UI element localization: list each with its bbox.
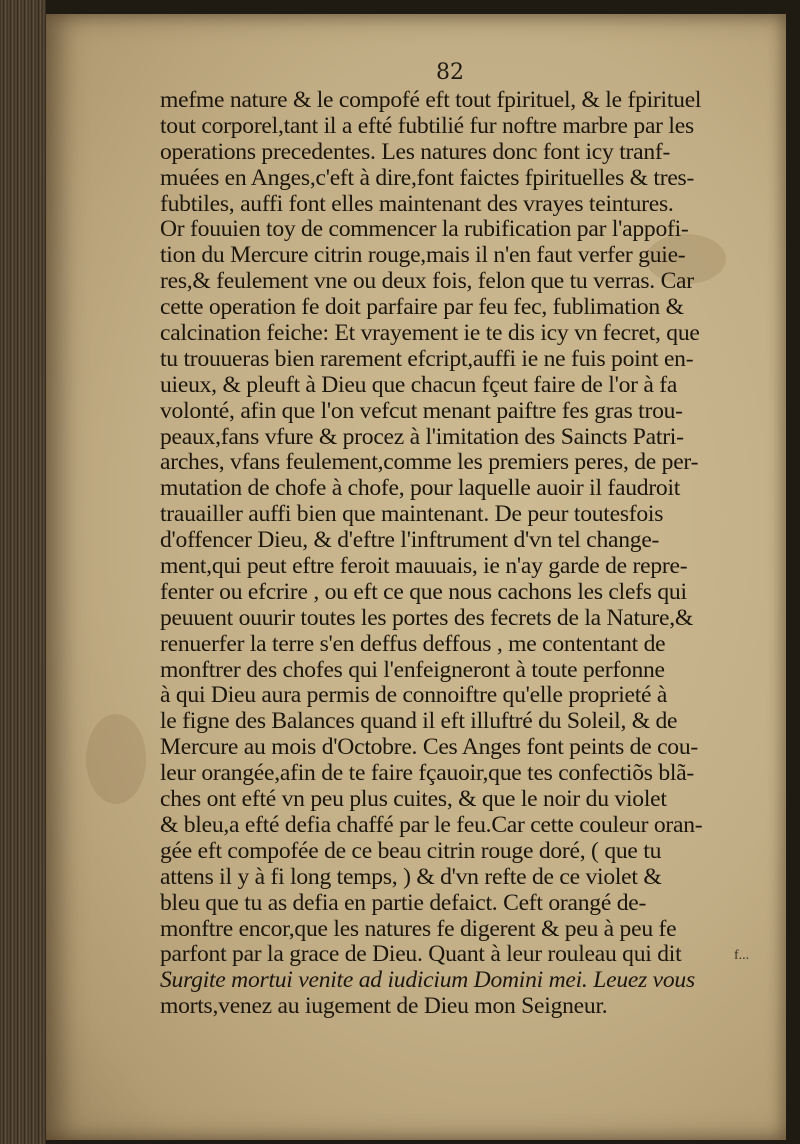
text-line: mefme nature & le compofé eft tout fpirituel, & le fpirituel <box>160 87 702 113</box>
text-line: ment,qui peut eftre feroit mauuais, ie n'ay garde de repre- <box>160 553 688 580</box>
text-line: tu trouueras bien rarement efcript,auffi ie ne fuis point en- <box>160 345 694 372</box>
text-line: tion du Mercure citrin rouge,mais il n'en faut verfer guie- <box>160 242 686 269</box>
text-line: mutation de chofe à chofe, pour laquelle auoir il faudroit <box>160 475 681 502</box>
text-line: res,& feulement vne ou deux fois, felon que tu verras. Car <box>160 268 694 295</box>
text-line: arches, vfans feulement,comme les premiers peres, de per- <box>160 449 699 476</box>
page-number: 82 <box>436 60 464 85</box>
paper-stain <box>86 714 146 804</box>
text-line: peaux,fans vfure & procez à l'imitation des Saincts Patri- <box>160 423 684 450</box>
text-line: tout corporel,tant il a efté fubtilié fur noftre marbre par les <box>160 112 694 139</box>
text-line: & bleu,a efté defia chaffé par le feu.Car cette couleur oran- <box>160 811 703 838</box>
text-line: monftrer des chofes qui l'enfeigneront à toute perfonne <box>160 656 665 683</box>
text-line: monftre encor,que les natures fe digerent & peu à peu fe <box>160 915 677 942</box>
text-line: morts,venez au iugement de Dieu mon Seigneur. <box>160 993 608 1020</box>
text-line: volonté, afin que l'on vefcut menant paiftre fes gras trou- <box>160 397 683 424</box>
book-binding <box>0 0 46 1144</box>
page-text <box>160 88 800 1020</box>
margin-mark: f... <box>734 948 750 963</box>
text-line: peuuent ouurir toutes les portes des fecrets de la Nature,& <box>160 604 693 631</box>
text-line: attens il y à fi long temps, ) & d'vn refte de ce violet & <box>160 863 662 890</box>
text-line: calcination feiche: Et vrayement ie te dis icy vn fecret, que <box>160 320 700 347</box>
text-line: d'offencer Dieu, & d'eftre l'inftrument d'vn tel change- <box>160 527 660 554</box>
text-line: Or fouuien toy de commencer la rubification par l'appofi- <box>160 216 689 243</box>
text-line: fubtiles, auffi font elles maintenant des vrayes teintures. <box>160 190 674 217</box>
text-line: leur orangée,afin de te faire fçauoir,que tes confectiõs blã- <box>160 760 695 787</box>
text-line: trauailler auffi bien que maintenant. De peur toutesfois <box>160 501 664 528</box>
text-line: bleu que tu as defia en partie defaict. Ceft orangé de- <box>160 889 647 916</box>
text-line: gée eft compofée de ce beau citrin rouge doré, ( que tu <box>160 837 662 864</box>
text-line: uieux, & pleuft à Dieu que chacun fçeut faire de l'or à fa <box>160 371 678 398</box>
text-line: cette operation fe doit parfaire par feu fec, fublimation & <box>160 294 684 321</box>
text-line: fenter ou efcrire , ou eft ce que nous cachons les clefs qui <box>160 578 687 605</box>
text-line: ches ont efté vn peu plus cuites, & que le noir du violet <box>160 786 667 813</box>
text-line: operations precedentes. Les natures donc font icy tranf- <box>160 138 671 165</box>
text-line: à qui Dieu aura permis de connoiftre qu'elle proprieté à <box>160 682 668 709</box>
text-line: Mercure au mois d'Octobre. Ces Anges font peints de cou- <box>160 734 699 761</box>
text-line: le figne des Balances quand il eft illuftré du Soleil, & de <box>160 708 678 735</box>
text-line: renuerfer la terre s'en deffus deffous , me contentant de <box>160 630 666 657</box>
text-line: muées en Anges,c'eft à dire,font faictes fpirituelles & tres- <box>160 164 695 191</box>
text-line: parfont par la grace de Dieu. Quant à leur rouleau qui dit <box>160 941 682 968</box>
latin-quote-line: Surgite mortui venite ad iudicium Domini mei. Leuez vous <box>160 967 695 994</box>
